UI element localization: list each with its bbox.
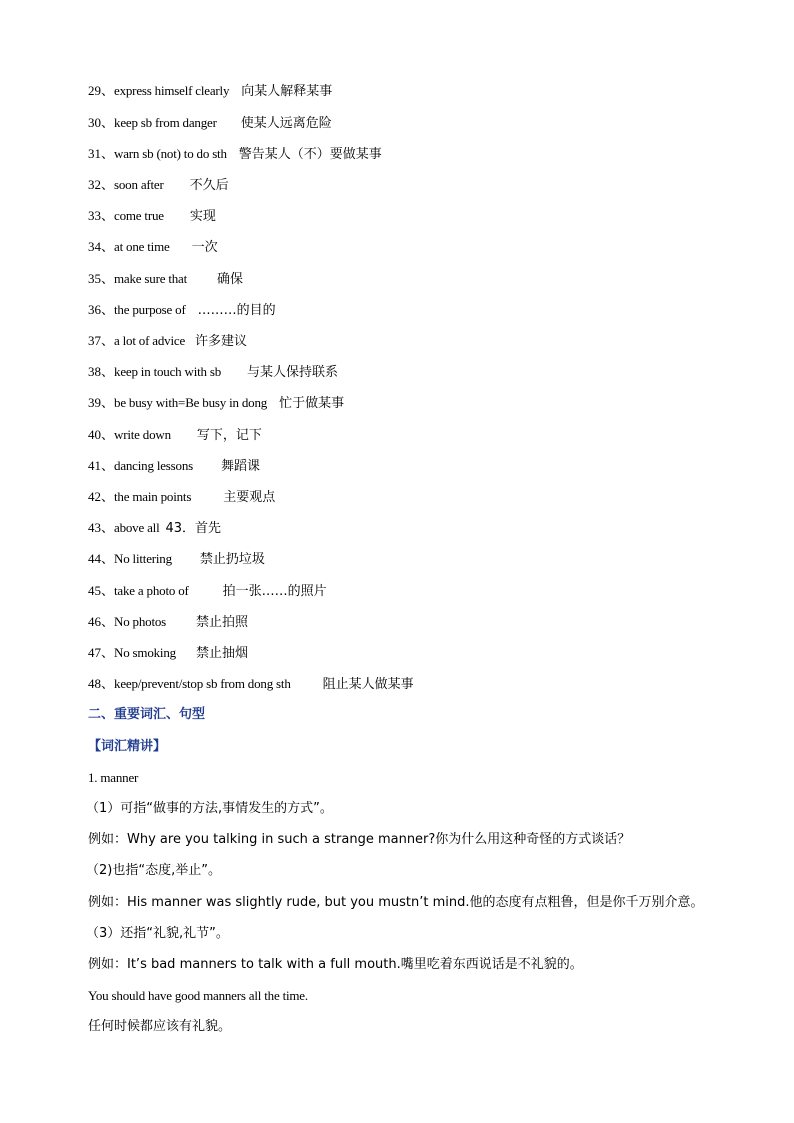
- phrase-38: [88, 363, 338, 382]
- phrase-chinese: 一次: [191, 240, 218, 255]
- phrase-chinese: 禁止扔垃圾: [199, 552, 265, 567]
- vocab-example-3: 例如：It’s bad manners to talk with a full mouth.嘴里吃着东西说话是不礼貌的。: [88, 957, 583, 972]
- phrase-number: 39、: [88, 395, 115, 410]
- phrase-chinese: 与某人保持联系: [247, 365, 339, 380]
- phrase-number: 29、: [88, 83, 115, 98]
- phrase-chinese: 拍一张……的照片: [222, 584, 327, 599]
- phrase-number: 47、: [88, 645, 115, 660]
- phrase-english: dancing lessons: [114, 458, 193, 473]
- phrase-35: [88, 270, 243, 289]
- phrase-chinese: 阻止某人做某事: [322, 677, 414, 692]
- phrase-29: [88, 82, 332, 101]
- phrase-english: soon after: [114, 177, 164, 192]
- phrase-number: 35、: [88, 271, 115, 286]
- vocab-example-4-translation: 任何时候都应该有礼貌。: [88, 1019, 232, 1034]
- phrase-number: 31、: [88, 146, 115, 161]
- phrase-44: [88, 550, 265, 569]
- phrase-chinese: 写下，记下: [196, 428, 262, 443]
- phrase-english: at one time: [114, 239, 170, 254]
- vocab-example-1: 例如：Why are you talking in such a strange manner?你为什么用这种奇怪的方式谈话？: [88, 832, 631, 847]
- phrase-number: 30、: [88, 115, 115, 130]
- phrase-english: the purpose of: [114, 302, 186, 317]
- phrase-chinese: 主要观点: [223, 490, 276, 505]
- phrase-chinese: 43．首先: [165, 521, 222, 536]
- phrase-chinese: 禁止拍照: [196, 615, 249, 630]
- phrase-english: No smoking: [114, 645, 176, 660]
- phrase-number: 40、: [88, 427, 115, 442]
- phrase-number: 48、: [88, 676, 115, 691]
- phrase-chinese: 向某人解释某事: [241, 84, 333, 99]
- phrase-number: 37、: [88, 333, 115, 348]
- phrase-40: [88, 426, 262, 445]
- phrase-english: be busy with=Be busy in dong: [114, 395, 268, 410]
- phrase-chinese: 舞蹈课: [220, 459, 260, 474]
- phrase-chinese: 许多建议: [195, 334, 248, 349]
- phrase-english: write down: [114, 427, 171, 442]
- phrase-chinese: 禁止抽烟: [195, 646, 248, 661]
- phrase-chinese: 实现: [189, 209, 216, 224]
- vocab-sense-2: （2)也指“态度,举止”。: [86, 863, 221, 878]
- phrase-english: keep/prevent/stop sb from dong sth: [114, 676, 291, 691]
- phrase-chinese: 警告某人（不）要做某事: [238, 147, 382, 162]
- phrase-number: 38、: [88, 364, 115, 379]
- phrase-30: [88, 114, 332, 133]
- phrase-41: [88, 457, 260, 476]
- phrase-chinese: ………的目的: [197, 303, 276, 318]
- phrase-number: 41、: [88, 458, 115, 473]
- phrase-english: take a photo of: [114, 583, 189, 598]
- phrase-32: [88, 176, 229, 195]
- phrase-43: [88, 519, 221, 538]
- phrase-37: [88, 332, 247, 351]
- phrase-english: the main points: [114, 489, 192, 504]
- phrase-31: [88, 145, 382, 164]
- phrase-33: [88, 207, 216, 226]
- phrase-number: 44、: [88, 551, 115, 566]
- phrase-36: [88, 301, 276, 320]
- vocab-word: 1. manner: [88, 770, 139, 785]
- phrase-english: express himself clearly: [114, 83, 230, 98]
- phrase-48: [88, 675, 414, 694]
- phrase-34: [88, 238, 218, 257]
- vocab-example-2: 例如：His manner was slightly rude, but you mustn’t mind.他的态度有点粗鲁，但是你千万别介意。: [88, 895, 704, 910]
- phrase-number: 33、: [88, 208, 115, 223]
- phrase-47: [88, 644, 248, 663]
- phrase-number: 45、: [88, 583, 115, 598]
- section-title: 二、重要词汇、句型: [88, 707, 206, 722]
- vocab-sense-1: （1）可指“做事的方法,事情发生的方式”。: [86, 801, 333, 816]
- phrase-english: a lot of advice: [114, 333, 186, 348]
- phrase-english: keep sb from danger: [114, 115, 217, 130]
- phrase-english: keep in touch with sb: [114, 364, 222, 379]
- vocab-example-4: You should have good manners all the time.: [88, 988, 308, 1003]
- phrase-number: 34、: [88, 239, 115, 254]
- phrase-45: [88, 582, 327, 601]
- phrase-number: 43、: [88, 520, 115, 535]
- phrase-number: 46、: [88, 614, 115, 629]
- phrase-46: [88, 613, 248, 632]
- phrase-chinese: 忙于做某事: [279, 396, 345, 411]
- phrase-number: 32、: [88, 177, 115, 192]
- phrase-english: No littering: [114, 551, 172, 566]
- phrase-english: warn sb (not) to do sth: [114, 146, 227, 161]
- phrase-english: No photos: [114, 614, 167, 629]
- phrase-chinese: 不久后: [189, 178, 229, 193]
- phrase-number: 42、: [88, 489, 115, 504]
- phrase-english: above all: [114, 520, 160, 535]
- phrase-number: 36、: [88, 302, 115, 317]
- phrase-chinese: 确保: [217, 272, 244, 287]
- phrase-39: [88, 394, 344, 413]
- phrase-english: come true: [114, 208, 164, 223]
- vocab-sense-3: （3）还指“礼貌,礼节”。: [86, 926, 229, 941]
- vocab-heading: 【词汇精讲】: [88, 739, 167, 754]
- phrase-42: [88, 488, 275, 507]
- phrase-chinese: 使某人远离危险: [240, 116, 332, 131]
- phrase-english: make sure that: [114, 271, 188, 286]
